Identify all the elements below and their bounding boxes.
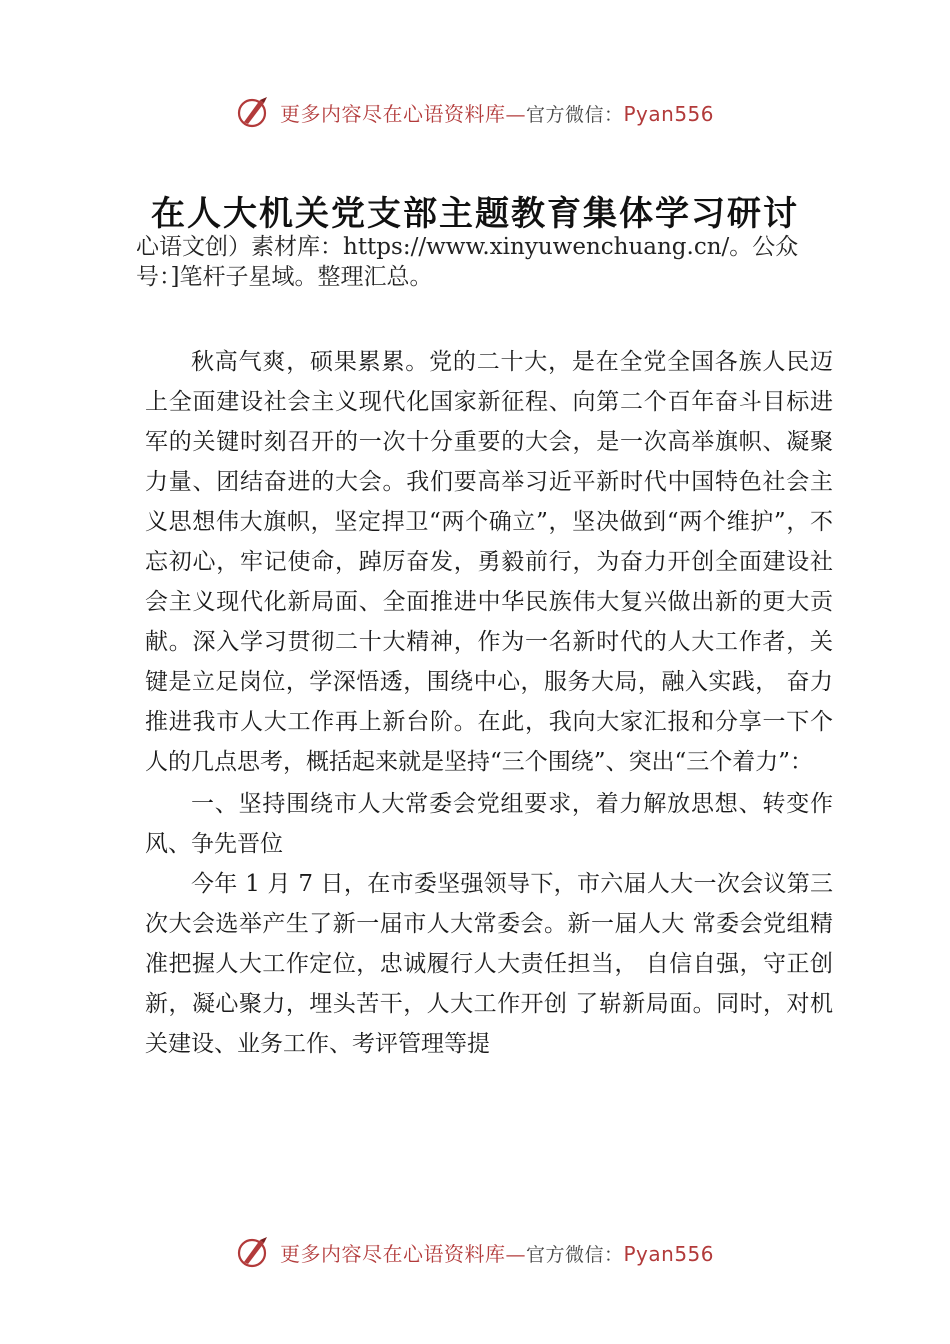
banner-separator: — <box>505 1241 526 1266</box>
banner-wechat-label: 官方微信： <box>525 103 624 126</box>
document-title: 在人大机关党支部主题教育集体学习研讨 <box>151 194 799 234</box>
banner-wechat-id: Pyan556 <box>623 1241 715 1266</box>
banner-text <box>280 98 714 127</box>
banner-wechat-id: Pyan556 <box>623 101 715 126</box>
banner-site-text: 更多内容尽在心语资料库 <box>279 101 506 126</box>
body-paragraph: 今年 1 月 7 日，在市委坚强领导下，市六届人大一次会议第三次大会选举产生了新一届市人大常委会。新一届人大 常委会党组精准把握人大工作定位，忠诚履行人大责任担当， 自信自强，守正创新，凝心聚力，埋头苦干，人大工作开创 了崭新局面。同时，对机关建设、业务工作、考评管理等提 <box>145 871 833 1057</box>
section-heading: 一、坚持围绕市人大常委会党组要求，着力解放思想、转变作风、争先晋位 <box>145 791 833 857</box>
banner-site-text: 更多内容尽在心语资料库 <box>279 1241 506 1266</box>
body-paragraph: 秋高气爽，硕果累累。党的二十大，是在全党全国各族人民迈上全面建设社会主义现代化国家新征程、向第二个百年奋斗目标进军的关键时刻召开的一次十分重要的大会，是一次高举旗帜、凝聚力量、团结奋进的大会。我们要高举习近平新时代中国特色社会主义思想伟大旗帜，坚定捍卫“两个确立”，坚决做到“两个维护”，不忘初心，牢记使命，踔厉奋发，勇毅前行，为奋力开创全面建设社会主义现代化新局面、全面推进中华民族伟大复兴做出新的更大贡献。深入学习贯彻二十大精神，作为一名新时代的人大工作者，关键是立足岗位，学深悟透，围绕中心，服务大局，融入实践， 奋力推进我市人大工作再上新台阶。在此，我向大家汇报和分享一下个人的几点思考，概括起来就是坚持“三个围绕”、突出“三个着力”： <box>145 349 833 775</box>
source-note: 心语文创）素材库：https://www.xinyuwenchuang.cn/。公众号：]笔杆子星域。整理汇总。 <box>136 234 799 290</box>
banner-text <box>280 1238 714 1267</box>
banner-wechat-label: 官方微信： <box>525 1243 624 1266</box>
footer-banner <box>0 1232 950 1272</box>
banner-separator: — <box>505 101 526 126</box>
quill-pen-logo-icon <box>236 94 272 130</box>
document-body <box>145 342 833 1064</box>
header-banner <box>0 92 950 132</box>
quill-pen-logo-icon <box>236 1234 272 1270</box>
